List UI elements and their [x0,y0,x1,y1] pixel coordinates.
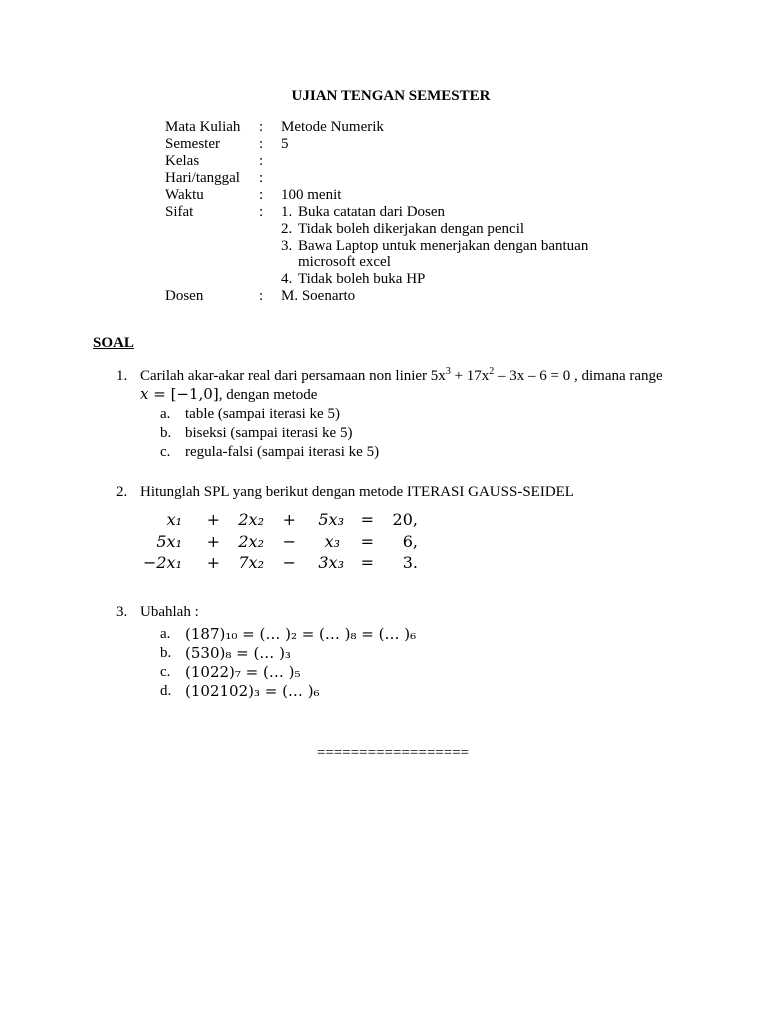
eq-term: x₃ [324,532,340,551]
colon: : [259,136,264,152]
conversion-expression: (1022)₇ = (… )₅ [185,663,301,681]
colon: : [259,170,264,186]
eq-operator: − [282,532,296,551]
option-letter: a. [160,406,171,422]
eq-operator: + [206,532,220,551]
item-letter: a. [160,626,171,642]
separator-line: ================== [316,745,470,761]
equation-row [0,510,768,530]
eq-operator: + [206,553,220,572]
colon: : [259,204,264,220]
label-hari-tanggal: Hari/tanggal [165,170,240,186]
eq-rhs: 20, [392,510,418,529]
eq-equals: = [360,532,374,551]
question-1-text: Carilah akar-akar real dari persamaan non linier $5x^3 + 17x^2 - 3x - 6 = 0$ , dimana range [140,366,663,384]
eq-rhs: 6, [402,532,418,551]
eq-term: 2x₂ [238,532,264,551]
option-text: biseksi (sampai iterasi ke 5) [185,425,353,441]
question-number: 2. [116,484,128,500]
value-mata-kuliah: Metode Numerik [281,119,384,135]
label-kelas: Kelas [165,153,200,169]
sifat-item-text: microsoft excel [298,254,391,270]
eq-operator: − [282,553,296,572]
question-2-text: Hitunglah SPL yang berikut dengan metode ITERASI GAUSS-SEIDEL [140,484,574,500]
equation-row [0,553,768,573]
colon: : [259,187,264,203]
item-letter: c. [160,664,171,680]
item-letter: b. [160,645,172,661]
label-sifat: Sifat [165,204,194,220]
value-dosen: M. Soenarto [281,288,356,304]
eq-term: 5x₃ [318,510,344,529]
option-text: regula-falsi (sampai iterasi ke 5) [185,444,380,460]
eq-operator: + [206,510,220,529]
sifat-item-text: Tidak boleh buka HP [298,271,426,287]
colon: : [259,153,264,169]
colon: : [259,288,264,304]
value-waktu: 100 menit [281,187,342,203]
sifat-item-number: 4. [281,271,293,287]
value-semester: 5 [281,136,289,152]
eq-term: 2x₂ [238,510,264,529]
sifat-item-number: 2. [281,221,293,237]
eq-term: x₁ [166,510,182,529]
eq-term: 7x₂ [238,553,264,572]
sifat-item-number: 3. [281,238,293,254]
eq-term: 5x₁ [156,532,182,551]
question-1-range: x = [−1,0], dengan metode [140,385,318,403]
option-letter: b. [160,425,172,441]
eq-term: 3x₃ [318,553,344,572]
eq-operator: + [282,510,296,529]
option-letter: c. [160,444,171,460]
equation-row [0,532,768,552]
colon: : [259,119,264,135]
sifat-item-text: Tidak boleh dikerjakan dengan pencil [298,221,525,237]
question-number: 3. [116,604,128,620]
label-waktu: Waktu [165,187,204,203]
page-title: UJIAN TENGAN SEMESTER [291,88,491,104]
option-text: table (sampai iterasi ke 5) [185,406,340,422]
question-number: 1. [116,368,128,384]
item-letter: d. [160,683,172,699]
sifat-item-text: Buka catatan dari Dosen [298,204,446,220]
eq-equals: = [360,553,374,572]
conversion-expression: (530)₈ = (… )₃ [185,644,291,662]
soal-heading: SOAL [93,335,134,351]
conversion-expression: (102102)₃ = (… )₆ [185,682,320,700]
eq-term: −2x₁ [142,553,182,572]
sifat-item-number: 1. [281,204,293,220]
conversion-expression: (187)₁₀ = (… )₂ = (… )₈ = (… )₆ [185,625,417,643]
label-mata-kuliah: Mata Kuliah [165,119,241,135]
eq-rhs: 3. [402,553,418,572]
label-dosen: Dosen [165,288,204,304]
sifat-item-text: Bawa Laptop untuk menerjakan dengan bantuan [298,238,589,254]
label-semester: Semester [165,136,220,152]
question-3-text: Ubahlah : [140,604,199,620]
eq-equals: = [360,510,374,529]
